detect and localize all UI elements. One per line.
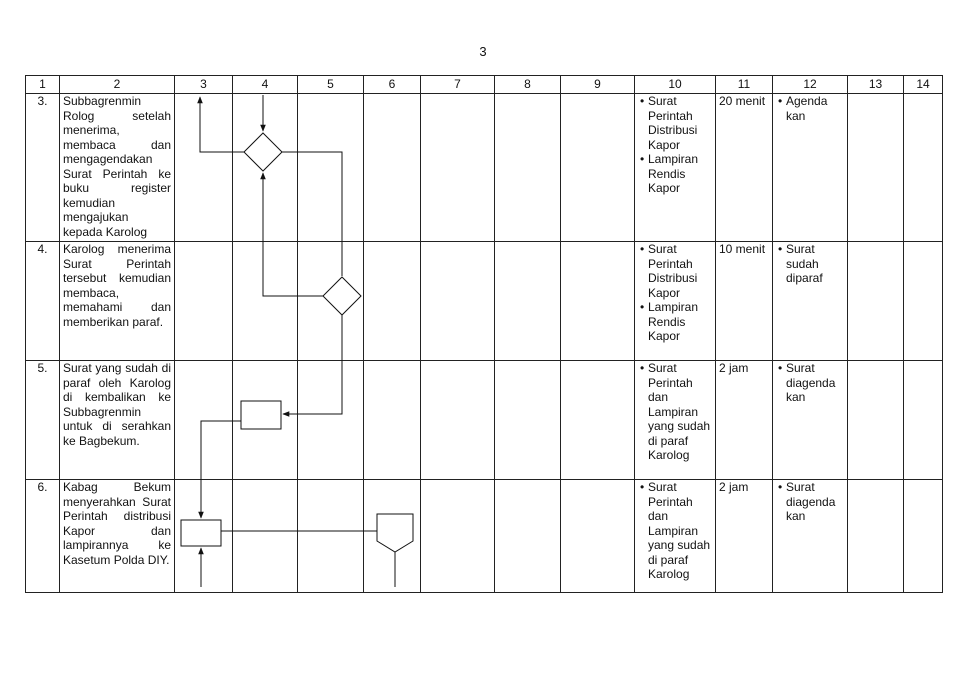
flow-cell: [175, 242, 233, 361]
flow-cell: [175, 94, 233, 242]
requirements-cell: [635, 480, 716, 593]
list-item: • Lampiran Rendis Kapor: [638, 152, 712, 196]
list-item: • Surat Perintah Distribusi Kapor: [638, 242, 712, 300]
list-item: • Surat diagenda kan: [776, 361, 844, 405]
flow-cell: [421, 361, 495, 480]
flow-cell: [495, 94, 561, 242]
table-row: [26, 480, 943, 593]
empty-cell: [848, 480, 904, 593]
output-cell: [773, 242, 848, 361]
time-cell: 2 jam: [716, 361, 773, 480]
col-header: 4: [233, 76, 298, 94]
flow-cell: [421, 94, 495, 242]
table-row: [26, 361, 943, 480]
flow-cell: [561, 480, 635, 593]
sop-flow-table: [25, 75, 943, 593]
table-row: [26, 242, 943, 361]
col-header: 10: [635, 76, 716, 94]
list-item: • Agenda kan: [776, 94, 844, 123]
flow-cell: [298, 361, 364, 480]
flow-cell: [364, 480, 421, 593]
list-item: • Surat Perintah dan Lampiran yang sudah di paraf Karolog: [638, 480, 712, 582]
flow-cell: [421, 480, 495, 593]
col-header: 3: [175, 76, 233, 94]
flow-cell: [421, 242, 495, 361]
empty-cell: [904, 94, 943, 242]
col-header: 12: [773, 76, 848, 94]
activity-cell: Karolog menerima Surat Perintah tersebut kemudian membaca, memahami dan memberikan paraf.: [60, 242, 175, 361]
output-cell: [773, 361, 848, 480]
activity-cell: Surat yang sudah di paraf oleh Karolog di kembalikan ke Subbagrenmin untuk di serahkan ke Bagbekum.: [60, 361, 175, 480]
col-header: 9: [561, 76, 635, 94]
empty-cell: [848, 242, 904, 361]
flow-cell: [561, 94, 635, 242]
flow-cell: [233, 361, 298, 480]
activity-cell: Kabag Bekum menyerahkan Surat Perintah distribusi Kapor dan lampirannya ke Kasetum Polda DIY.: [60, 480, 175, 593]
row-number: 3.: [26, 94, 60, 242]
col-header: 14: [904, 76, 943, 94]
flow-cell: [364, 242, 421, 361]
empty-cell: [848, 94, 904, 242]
time-cell: 2 jam: [716, 480, 773, 593]
empty-cell: [848, 361, 904, 480]
col-header: 2: [60, 76, 175, 94]
list-item: • Surat Perintah Distribusi Kapor: [638, 94, 712, 152]
header-row: [26, 76, 943, 94]
row-number: 4.: [26, 242, 60, 361]
activity-cell: Subbagrenmin Rolog setelah menerima, membaca dan mengagendakan Surat Perintah ke buku register kemudian mengajukan kepada Karolog: [60, 94, 175, 242]
flow-cell: [175, 361, 233, 480]
col-header: 6: [364, 76, 421, 94]
table-row: [26, 94, 943, 242]
flow-cell: [561, 361, 635, 480]
col-header: 5: [298, 76, 364, 94]
flow-cell: [495, 242, 561, 361]
col-header: 1: [26, 76, 60, 94]
col-header: 7: [421, 76, 495, 94]
flow-cell: [298, 480, 364, 593]
flow-cell: [175, 480, 233, 593]
list-item: • Surat diagenda kan: [776, 480, 844, 524]
list-item: • Lampiran Rendis Kapor: [638, 300, 712, 344]
flow-cell: [298, 94, 364, 242]
row-number: 6.: [26, 480, 60, 593]
empty-cell: [904, 242, 943, 361]
flow-cell: [298, 242, 364, 361]
flow-cell: [495, 361, 561, 480]
time-cell: 20 menit: [716, 94, 773, 242]
empty-cell: [904, 480, 943, 593]
list-item: • Surat sudah diparaf: [776, 242, 844, 286]
flow-cell: [364, 361, 421, 480]
output-cell: [773, 480, 848, 593]
flow-cell: [561, 242, 635, 361]
page-number: 3: [479, 44, 487, 59]
flow-cell: [233, 480, 298, 593]
flow-cell: [233, 94, 298, 242]
col-header: 8: [495, 76, 561, 94]
list-item: • Surat Perintah dan Lampiran yang sudah di paraf Karolog: [638, 361, 712, 463]
time-cell: 10 menit: [716, 242, 773, 361]
row-number: 5.: [26, 361, 60, 480]
output-cell: [773, 94, 848, 242]
flow-cell: [233, 242, 298, 361]
col-header: 13: [848, 76, 904, 94]
requirements-cell: [635, 361, 716, 480]
requirements-cell: [635, 94, 716, 242]
flow-cell: [495, 480, 561, 593]
flow-cell: [364, 94, 421, 242]
requirements-cell: [635, 242, 716, 361]
empty-cell: [904, 361, 943, 480]
col-header: 11: [716, 76, 773, 94]
